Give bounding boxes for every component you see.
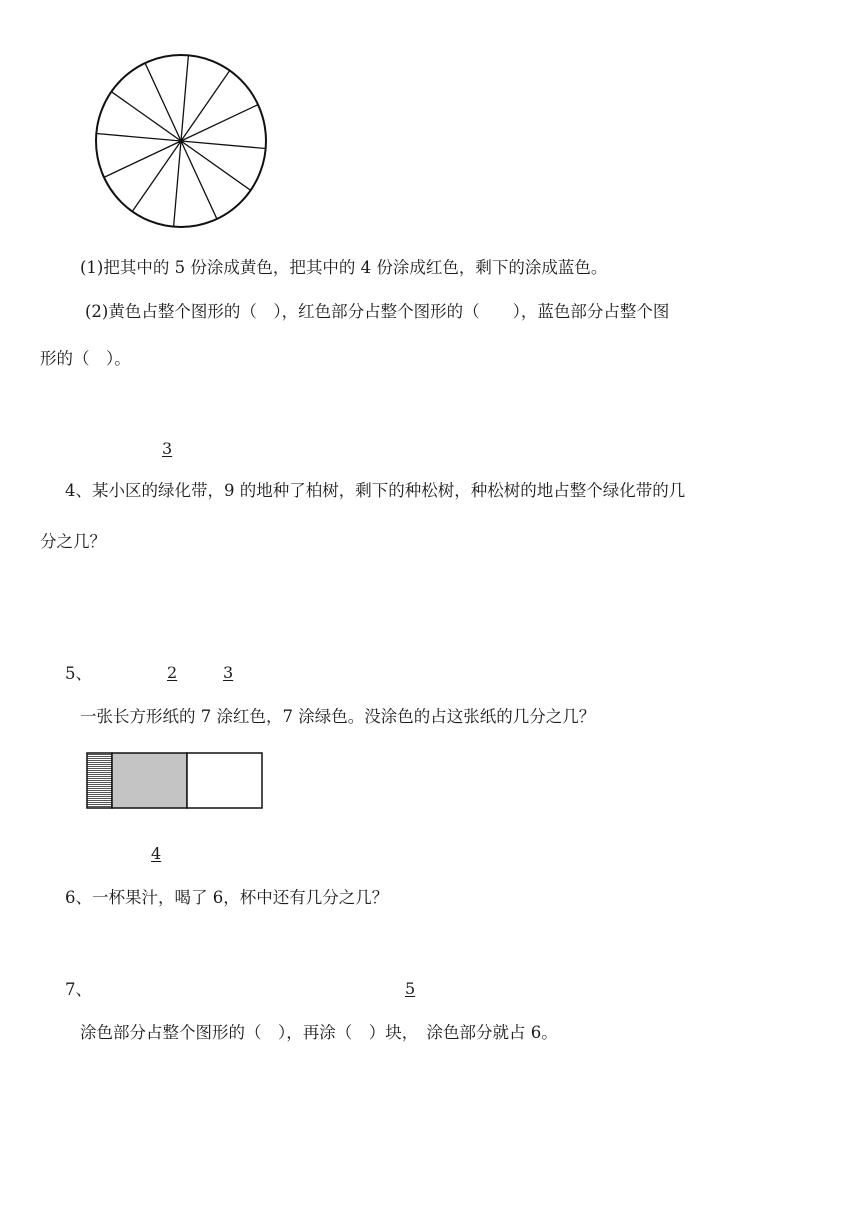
q5-text: 一张长方形纸的 7 涂红色，7 涂绿色。没涂色的占这张纸的几分之几？ [80, 707, 596, 726]
rect-hatched-part [87, 753, 112, 808]
circle-sector-line [132, 141, 181, 211]
q6-fraction-numerator: 4 [151, 844, 162, 863]
circle-sector-line [181, 141, 266, 149]
circle-sector-line [111, 92, 181, 141]
q4-fraction-numerator: 3 [162, 439, 173, 458]
q5-fraction-numerator-2: 3 [223, 663, 234, 682]
q3-instruction-2b: 形的（ ）。 [40, 349, 131, 368]
circle-sector-line [181, 55, 188, 141]
circle-sector-line [181, 105, 258, 141]
q3-instruction-1: (1)把其中的 5 份涂成黄色，把其中的 4 份涂成红色，剩下的涂成蓝色。 [80, 258, 608, 277]
circle-sector-line [181, 141, 251, 190]
rect-gray-part [112, 753, 187, 808]
q3-instruction-2a: (2)黄色占整个图形的（ ），红色部分占整个图形的（ ），蓝色部分占整个图 [85, 302, 670, 321]
circle-sector-line [145, 63, 181, 141]
circle-sector-line [104, 141, 181, 177]
q7-fraction-numerator: 5 [405, 979, 416, 998]
q5-number: 5、 [65, 664, 92, 683]
circle-sector-line [181, 71, 230, 141]
circle-sector-line [181, 141, 217, 219]
q5-fraction-numerator-1: 2 [167, 663, 178, 682]
q7-number: 7、 [65, 980, 92, 999]
rect-blank-part [187, 753, 262, 808]
rectangle-diagram [86, 752, 266, 812]
q7-text: 涂色部分占整个图形的（ ），再涂（ ）块， 涂色部分就占 6。 [80, 1023, 558, 1042]
circle-sector-line [96, 134, 181, 142]
circle-sector-line [174, 141, 181, 227]
q6-text: 6、一杯果汁，喝了 6，杯中还有几分之几？ [65, 888, 389, 907]
circle-diagram [90, 55, 270, 205]
q4-text-b: 分之几？ [40, 532, 106, 551]
q4-text-a: 4、某小区的绿化带，9 的地种了柏树，剩下的种松树，种松树的地占整个绿化带的几 [65, 481, 686, 500]
